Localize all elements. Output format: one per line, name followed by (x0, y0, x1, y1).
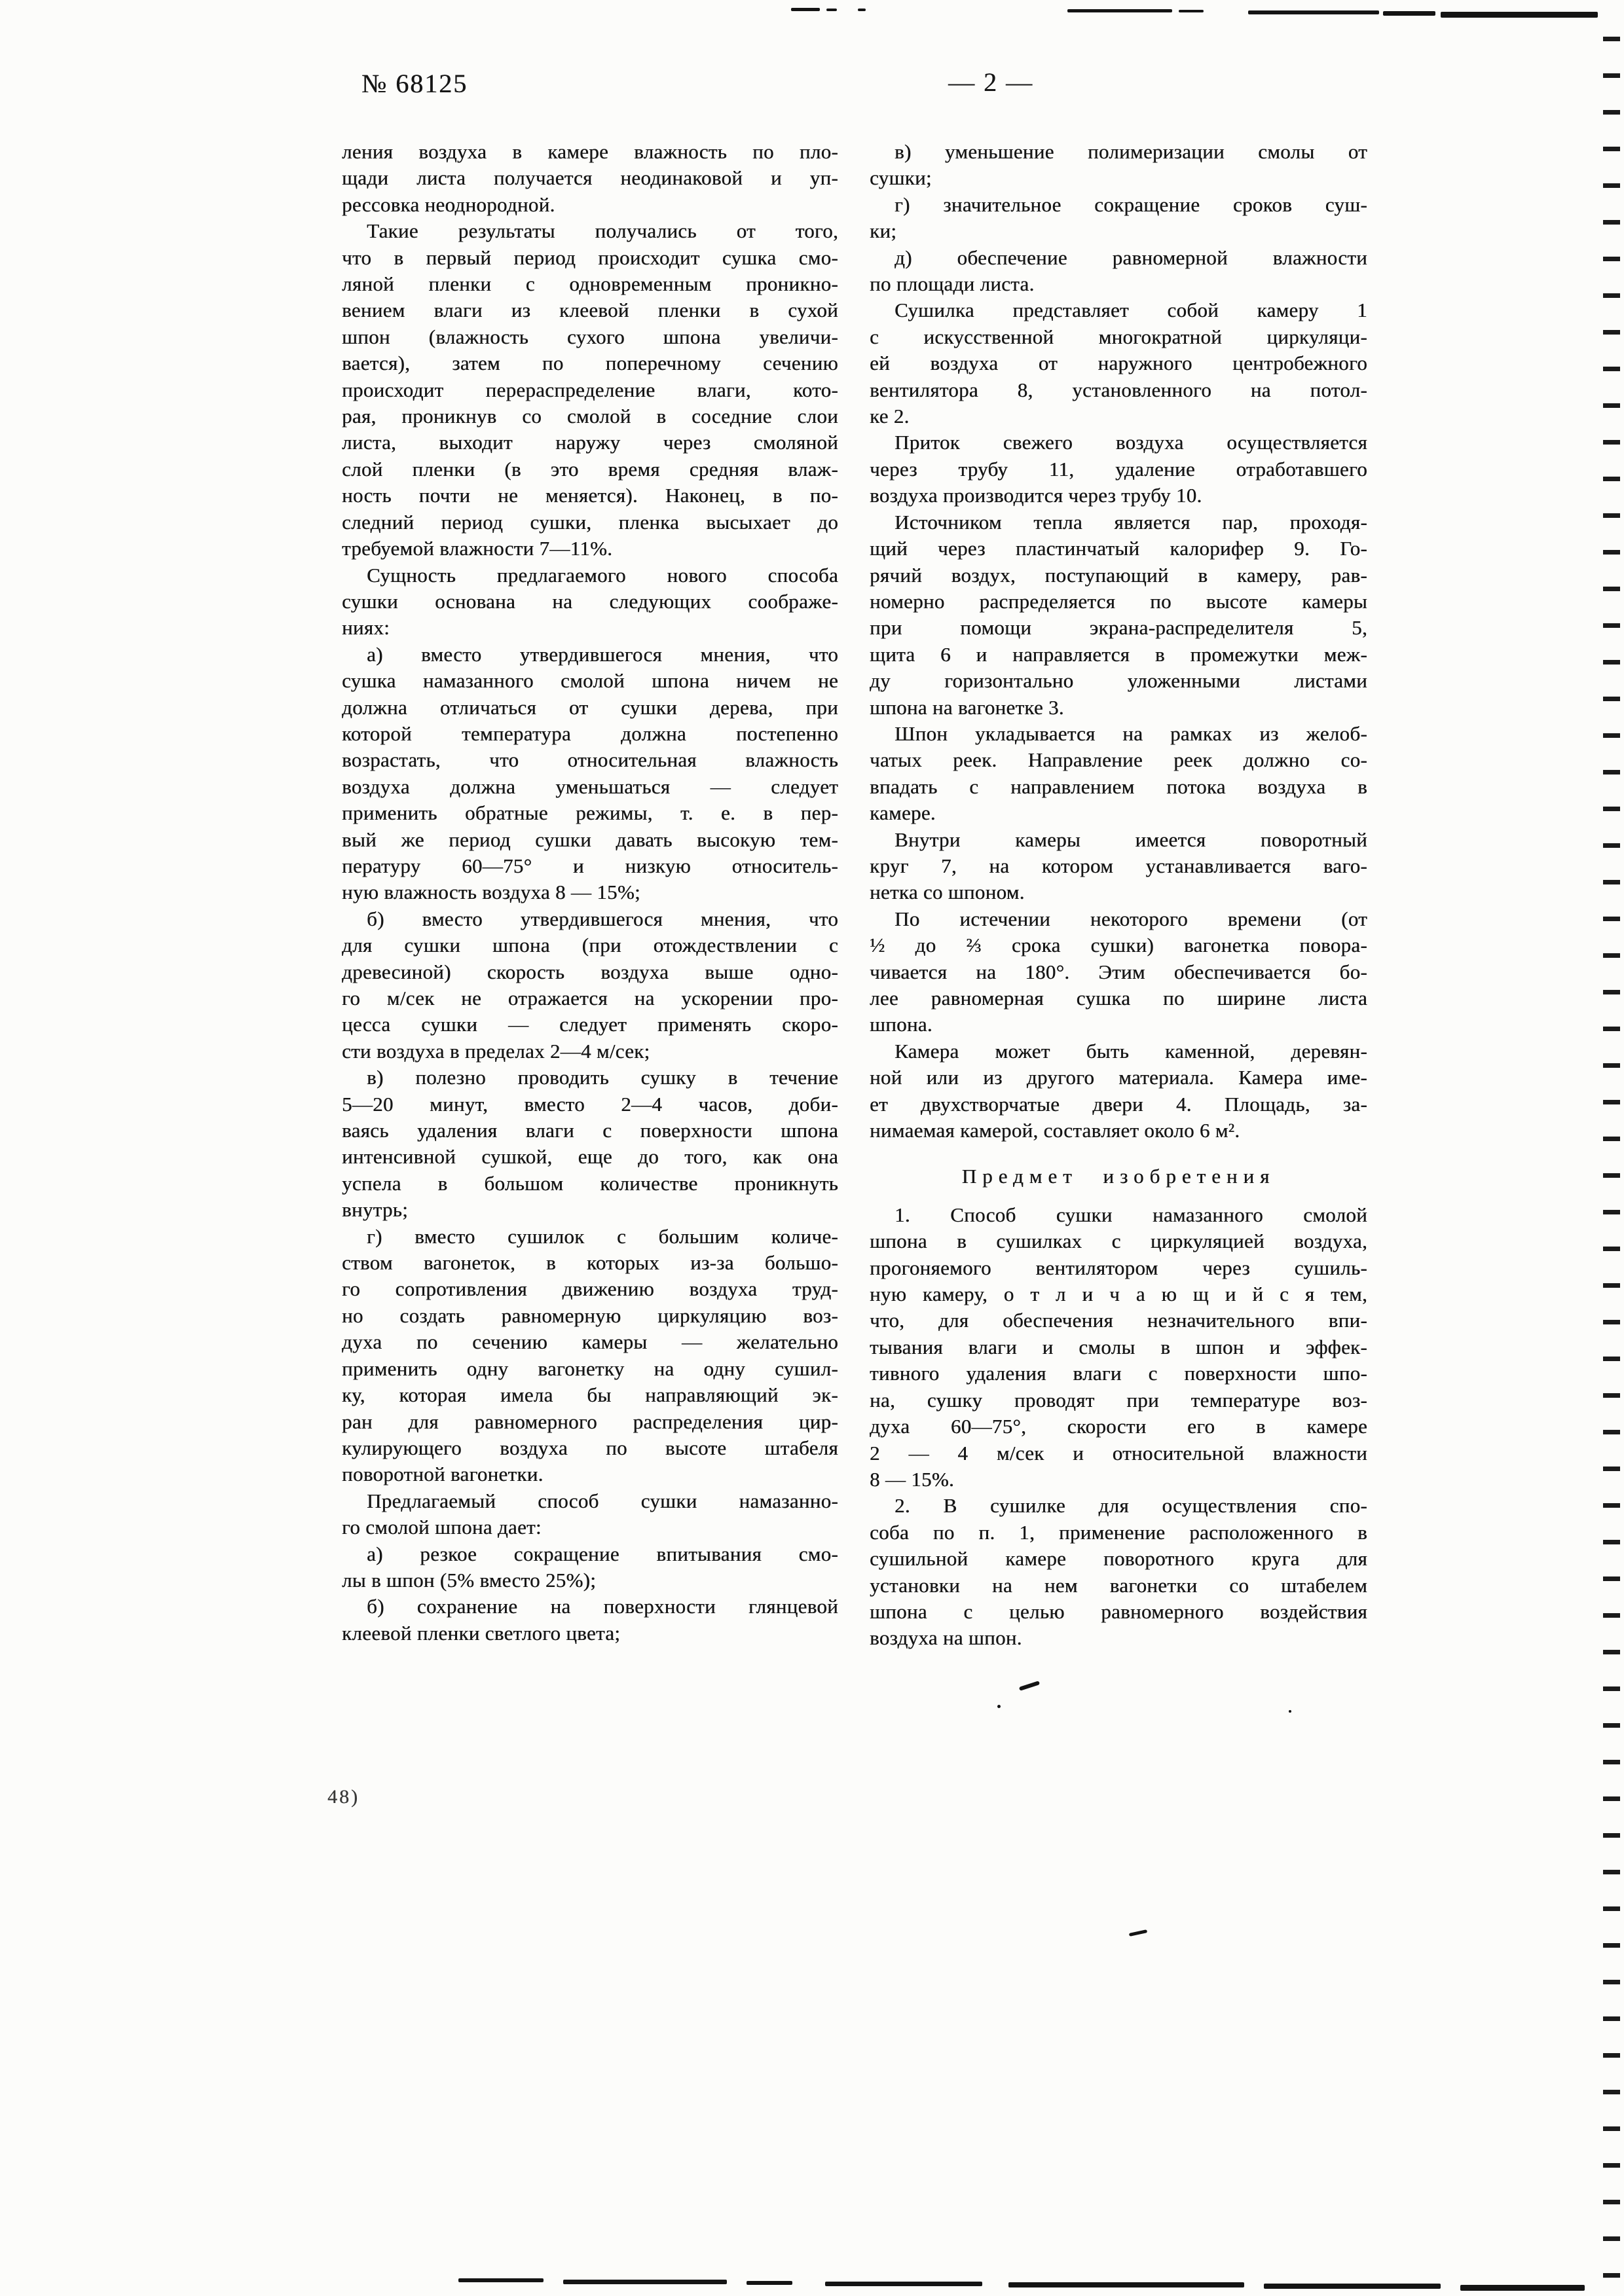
text-line: ваясь удаления влаги с поверхности шпона (342, 1119, 838, 1142)
text-line: Камера может быть каменной, деревян- (895, 1039, 1367, 1063)
text-line: нетка со шпоном. (870, 881, 1025, 904)
text-line: Предлагаемый способ сушки намазанно- (367, 1489, 838, 1512)
text-line: ку, которая имела бы направляющий эк- (342, 1383, 838, 1407)
text-line: 1. Способ сушки намазанного смолой (895, 1203, 1367, 1226)
scan-artifact-dash (1460, 2285, 1585, 2291)
text-line: ность почти не меняется). Наконец, в по- (342, 484, 838, 507)
text-line: ную влажность воздуха 8 — 15%; (342, 881, 640, 904)
scan-artifact-dash (1383, 11, 1435, 16)
text-line: кулирующего воздуха по высоте штабеля (342, 1436, 838, 1459)
scan-artifact-dash (1067, 9, 1172, 12)
text-line: которой температура должна постепенно (342, 721, 838, 745)
left-column (342, 139, 838, 1647)
text-line: б) вместо утвердившегося мнения, что (367, 907, 838, 930)
text-line: камере. (870, 801, 936, 825)
text-line: шпона на вагонетке 3. (870, 695, 1064, 719)
patent-number: № 68125 (361, 69, 468, 98)
text-line: рессовка неоднородной. (342, 192, 555, 216)
text-line: ляной пленки с одновременным проникно- (342, 272, 838, 296)
right-column (870, 139, 1367, 1652)
text-line: го сопротивления движению воздуха труд- (342, 1277, 838, 1301)
text-line: шпон (влажность сухого шпона увеличи- (342, 325, 838, 348)
text-line: щади листа получается неодинаковой и уп- (342, 166, 838, 190)
ink-mark (1129, 1929, 1147, 1937)
text-line: Шпон укладывается на рамках из желоб- (895, 721, 1367, 745)
text-line: воздуха производится через трубу 10. (870, 484, 1202, 507)
text-line: ством вагонеток, в которых из-за большо- (342, 1251, 838, 1275)
text-line: интенсивной сушкой, еще до того, как она (342, 1145, 838, 1169)
text-line: номерно распределяется по высоте камеры (870, 589, 1367, 613)
text-line: чивается на 180°. Этим обеспечивается бо- (870, 960, 1367, 983)
text-line: в) полезно проводить сушку в течение (367, 1066, 838, 1089)
text-line: Такие результаты получались от того, (367, 219, 838, 243)
text-line: лы в шпон (5% вместо 25%); (342, 1568, 597, 1592)
scan-artifact-dash (458, 2278, 544, 2282)
scan-artifact-dash (1441, 12, 1598, 18)
text-line: ки; (870, 219, 897, 243)
text-line: ду горизонтально уложенными листами (870, 669, 1367, 693)
text-line: вением влаги из клеевой пленки в сухой (342, 299, 838, 322)
text-line: г) значительное сокращение сроков суш- (895, 192, 1367, 216)
text-line: щий через пластинчатый калорифер 9. Го- (870, 537, 1367, 560)
text-line: соба по п. 1, применение расположенного в (870, 1520, 1367, 1544)
text-line: цесса сушки — следует применять скоро- (342, 1013, 838, 1036)
text-line: лее равномерная сушка по ширине листа (870, 987, 1367, 1010)
text-line: шпона в сушилках с циркуляцией воздуха, (870, 1230, 1367, 1253)
scan-artifact-dash (826, 9, 837, 11)
ink-dot (1289, 1710, 1291, 1713)
text-line: сушильной камере поворотного круга для (870, 1547, 1367, 1571)
footer-mark: 48) (327, 1786, 360, 1808)
ink-dot (997, 1705, 1001, 1708)
text-line: Внутри камеры имеется поворотный (895, 828, 1367, 851)
text-line: через трубу 11, удаление отработавшего (870, 457, 1367, 481)
text-line: 8 — 15%. (870, 1467, 954, 1491)
text-line: ет двухстворчатые двери 4. Площадь, за- (870, 1092, 1367, 1116)
text-line: ей воздуха от наружного центробежного (870, 352, 1367, 375)
text-line: листа, выходит наружу через смоляной (342, 431, 838, 454)
text-line: Приток свежего воздуха осуществляется (895, 431, 1367, 454)
text-line: го м/сек не отражается на ускорении про- (342, 987, 838, 1010)
text-line: 2 — 4 м/сек и относительной влажности (870, 1441, 1367, 1465)
scan-artifact-dash (1008, 2282, 1244, 2287)
text-line: прогоняемого вентилятором через сушиль- (870, 1256, 1367, 1279)
text-line: ран для равномерного распределения цир- (342, 1410, 838, 1433)
text-line: сушки основана на следующих соображе- (342, 589, 838, 613)
scan-artifact-dash (1248, 10, 1379, 14)
text-line: г) вместо сушилок с большим количе- (367, 1224, 838, 1248)
text-line: при помощи экрана-распределителя 5, (870, 616, 1367, 640)
text-line: духа по сечению камеры — желательно (342, 1330, 838, 1354)
text-line: воздуха на шпон. (870, 1626, 1022, 1650)
scan-artifact-dash (747, 2281, 792, 2285)
text-line: вается), затем по поперечному сечению (342, 352, 838, 375)
text-line: следний период сушки, пленка высыхает до (342, 510, 838, 534)
text-line: шпона. (870, 1013, 932, 1036)
text-line: но создать равномерную циркуляцию воз- (342, 1303, 838, 1327)
text-line: чатых реек. Направление реек должно со- (870, 748, 1367, 772)
text-line: с искусственной многократной циркуляци- (870, 325, 1367, 348)
text-line: Источником тепла является пар, проходя- (895, 510, 1367, 534)
text-line: ниях: (342, 616, 390, 640)
text-line: пературу 60—75° и низкую относитель- (342, 854, 838, 877)
text-line: воздуха должна уменьшаться — следует (342, 774, 838, 798)
text-line: сти воздуха в пределах 2—4 м/сек; (342, 1039, 650, 1063)
scan-artifact-dash (563, 2280, 727, 2284)
text-line: нимаемая камерой, составляет около 6 м². (870, 1119, 1240, 1142)
text-line: в) уменьшение полимеризации смолы от (895, 140, 1367, 163)
text-line: для сушки шпона (при отождествлении с (342, 934, 838, 957)
text-line: б) сохранение на поверхности глянцевой (367, 1595, 838, 1618)
text-line: а) резкое сокращение впитывания смо- (367, 1542, 838, 1565)
text-line: а) вместо утвердившегося мнения, что (367, 642, 838, 666)
scan-artifact-dash (791, 8, 820, 11)
text-line: слой пленки (в это время средняя влаж- (342, 457, 838, 481)
text-line: рячий воздух, поступающий в камеру, рав- (870, 563, 1367, 587)
text-line: По истечении некоторого времени (от (895, 907, 1367, 930)
text-line: требуемой влажности 7—11%. (342, 537, 613, 560)
text-line: духа 60—75°, скорости его в камере (870, 1415, 1367, 1438)
text-line: щита 6 и направляется в промежутки меж- (870, 642, 1367, 666)
text-line: возрастать, что относительная влажность (342, 748, 838, 772)
text-line: ления воздуха в камере влажность по пло- (342, 140, 838, 163)
text-line: вентилятора 8, установленного на потол- (870, 378, 1367, 401)
text-line: по площади листа. (870, 272, 1035, 296)
text-line: 5—20 минут, вместо 2—4 часов, доби- (342, 1092, 838, 1116)
scan-edge-ticks (1603, 20, 1620, 2278)
text-line: что в первый период происходит сушка смо- (342, 246, 838, 269)
scan-artifact-dash (1264, 2284, 1441, 2289)
text-line: круг 7, на котором устанавливается ваго- (870, 854, 1367, 877)
scan-artifact-dash (1179, 10, 1204, 12)
text-line: древесиной) скорость воздуха выше одно- (342, 960, 838, 983)
ink-mark (1019, 1681, 1040, 1691)
text-line: сушки; (870, 166, 932, 190)
text-line: шпона с целью равномерного воздействия (870, 1599, 1367, 1623)
text-line: 2. В сушилке для осуществления спо- (895, 1494, 1367, 1518)
text-line: сушка намазанного смолой шпона ничем не (342, 669, 838, 693)
section-heading: Предмет изобретения (961, 1165, 1276, 1188)
text-line: Сущность предлагаемого нового способа (367, 563, 838, 587)
text-line: клеевой пленки светлого цвета; (342, 1621, 621, 1645)
text-line: установки на нем вагонетки со штабелем (870, 1573, 1367, 1597)
scan-artifact-dash (858, 9, 866, 11)
text-line: применить одну вагонетку на одну сушил- (342, 1357, 838, 1380)
text-line: успела в большом количестве проникнуть (342, 1171, 838, 1195)
text-line: ке 2. (870, 405, 910, 428)
text-line: ную камеру, о т л и ч а ю щ и й с я тем, (870, 1283, 1367, 1306)
page-number: — 2 — (948, 67, 1033, 97)
text-line: го смолой шпона дает: (342, 1516, 542, 1539)
text-line: должна отличаться от сушки дерева, при (342, 695, 838, 719)
text-line: тывания влаги и смолы в шпон и эффек- (870, 1335, 1367, 1358)
text-line: ной или из другого материала. Камера име- (870, 1066, 1367, 1089)
text-line: поворотной вагонетки. (342, 1463, 544, 1486)
text-line: д) обеспечение равномерной влажности (895, 246, 1367, 269)
text-line: происходит перераспределение влаги, кото- (342, 378, 838, 401)
text-line: впадать с направлением потока воздуха в (870, 774, 1367, 798)
scan-artifact-dash (825, 2282, 982, 2286)
text-line: что, для обеспечения незначительного впи- (870, 1309, 1367, 1332)
text-line: на, сушку проводят при температуре воз- (870, 1388, 1367, 1412)
text-line: применить обратные режимы, т. е. в пер- (342, 801, 838, 825)
text-line: рая, проникнув со смолой в соседние слои (342, 405, 838, 428)
text-line: тивного удаления влаги с поверхности шпо- (870, 1362, 1367, 1385)
text-line: вый же период сушки давать высокую тем- (342, 828, 838, 851)
text-line: Сушилка представляет собой камеру 1 (895, 299, 1367, 322)
text-line: внутрь; (342, 1198, 409, 1222)
text-line: ½ до ⅔ срока сушки) вагонетка повора- (870, 934, 1367, 957)
